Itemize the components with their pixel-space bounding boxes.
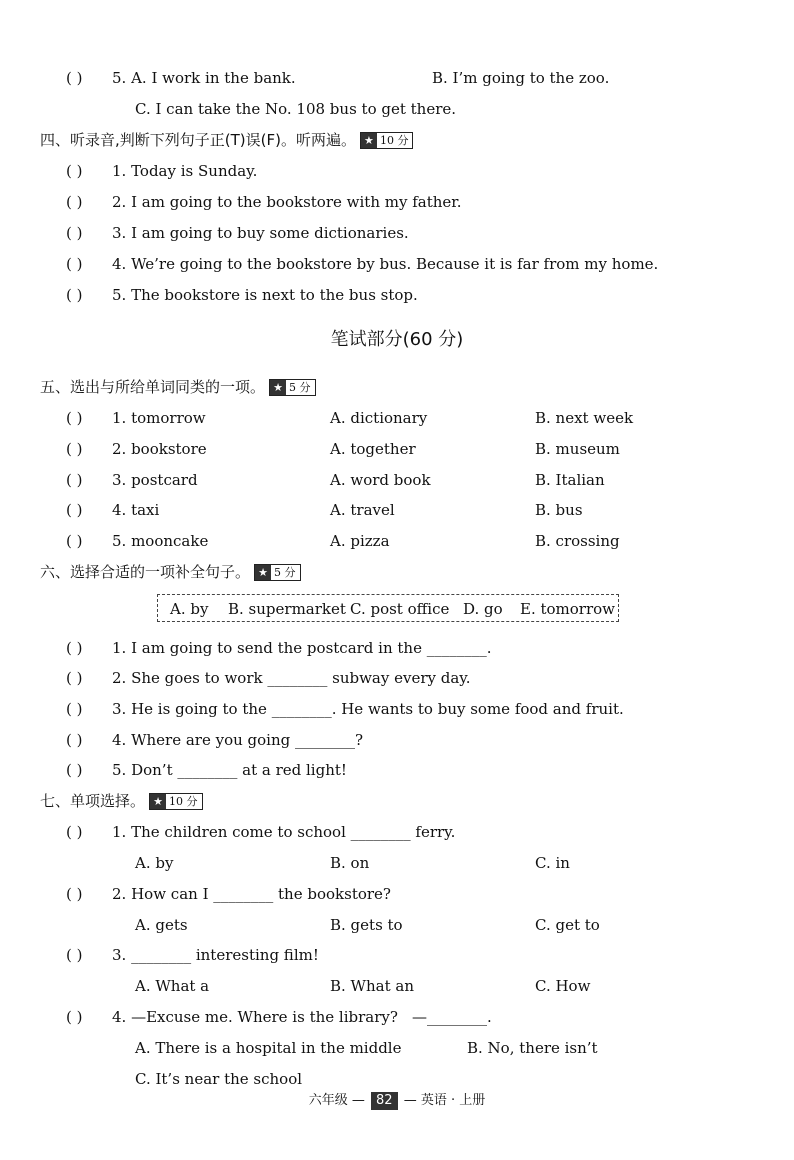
footer-grade: 六年级 —	[308, 1093, 365, 1108]
word-option: B. supermarket	[228, 600, 346, 618]
paren: ( )	[66, 532, 83, 550]
section-title: 四、听录音,判断下列句子正(T)误(F)。听两遍。	[40, 131, 356, 149]
option-a: A. pizza	[330, 532, 390, 550]
paren: ( )	[66, 823, 83, 841]
option-b: B. on	[330, 854, 370, 872]
score-badge: ★ 10 分	[149, 793, 203, 810]
paren: ( )	[66, 700, 83, 718]
option-a: A. There is a hospital in the middle	[135, 1039, 402, 1057]
option-b: B. museum	[535, 440, 620, 458]
paren: ( )	[66, 471, 83, 489]
option-b: B. Italian	[535, 471, 605, 489]
question-text: 2. How can I ________ the bookstore?	[112, 885, 391, 903]
option-b: B. crossing	[535, 532, 620, 550]
star-icon: ★	[270, 380, 286, 395]
option-b: B. gets to	[330, 916, 403, 934]
option-a: A. gets	[135, 916, 188, 934]
option-a: A. word book	[330, 471, 431, 489]
word-option: C. post office	[350, 600, 450, 618]
star-icon: ★	[150, 794, 166, 809]
page-number: 82	[371, 1092, 398, 1110]
section-title: 五、选出与所给单词同类的一项。	[40, 378, 266, 396]
paren: ( )	[66, 440, 83, 458]
paren: ( )	[66, 286, 83, 304]
written-part-title: 笔试部分(60 分)	[330, 329, 464, 350]
question-text: 2. I am going to the bookstore with my father.	[112, 193, 462, 211]
paren: ( )	[66, 162, 83, 180]
option-a: A. together	[330, 440, 416, 458]
paren: ( )	[66, 193, 83, 211]
score-badge: ★ 10 分	[360, 132, 414, 149]
option-c: C. It’s near the school	[135, 1070, 303, 1088]
question-text: 2. bookstore	[112, 440, 207, 458]
footer-subject: — 英语 · 上册	[403, 1093, 486, 1108]
word-option: E. tomorrow	[520, 600, 616, 618]
question-text: 1. I am going to send the postcard in the ________.	[112, 639, 492, 657]
question-text: 5. A. I work in the bank.	[112, 69, 296, 87]
option-c: C. in	[535, 854, 570, 872]
question-text: 4. —Excuse me. Where is the library?	[112, 1008, 398, 1026]
star-icon: ★	[361, 133, 377, 148]
question-text: 3. He is going to the ________. He wants to buy some food and fruit.	[112, 700, 624, 718]
section-6-heading	[40, 562, 301, 582]
paren: ( )	[66, 946, 83, 964]
question-text: 3. I am going to buy some dictionaries.	[112, 224, 409, 242]
question-text: 5. Don’t ________ at a red light!	[112, 761, 347, 779]
section-title: 七、单项选择。	[40, 792, 146, 810]
word-option: D. go	[463, 600, 503, 618]
option-a: A. What a	[135, 977, 210, 995]
question-text: 5. mooncake	[112, 532, 209, 550]
score-badge: ★ 5 分	[254, 564, 301, 581]
question-text: 2. She goes to work ________ subway every day.	[112, 669, 471, 687]
question-text: 3. ________ interesting film!	[112, 946, 319, 964]
word-bank-box	[157, 594, 619, 622]
option-b: B. No, there isn’t	[467, 1039, 598, 1057]
answer-blank: —________.	[412, 1008, 492, 1026]
page-footer	[0, 1092, 794, 1110]
paren: ( )	[66, 761, 83, 779]
question-text: 4. taxi	[112, 501, 160, 519]
section-4-heading	[40, 130, 413, 150]
question-text: 1. Today is Sunday.	[112, 162, 258, 180]
section-7-heading	[40, 791, 203, 811]
paren: ( )	[66, 885, 83, 903]
question-text: 1. tomorrow	[112, 409, 206, 427]
question-text: 3. postcard	[112, 471, 198, 489]
option-c: C. get to	[535, 916, 600, 934]
paren: ( )	[66, 409, 83, 427]
option-b: B. next week	[535, 409, 634, 427]
option-a: A. dictionary	[330, 409, 428, 427]
paren: ( )	[66, 224, 83, 242]
option-c: C. How	[535, 977, 591, 995]
paren: ( )	[66, 501, 83, 519]
option-b: B. I’m going to the zoo.	[432, 69, 610, 87]
paren: ( )	[66, 69, 83, 87]
question-text: 4. Where are you going ________?	[112, 731, 364, 749]
option-a: A. travel	[330, 501, 395, 519]
option-b: B. bus	[535, 501, 583, 519]
option-c: C. I can take the No. 108 bus to get there.	[135, 100, 457, 118]
section-5-heading	[40, 377, 316, 397]
option-a: A. by	[135, 854, 174, 872]
score-badge: ★ 5 分	[269, 379, 316, 396]
word-option: A. by	[170, 600, 209, 618]
paren: ( )	[66, 1008, 83, 1026]
paren: ( )	[66, 639, 83, 657]
star-icon: ★	[255, 565, 271, 580]
paren: ( )	[66, 731, 83, 749]
question-text: 5. The bookstore is next to the bus stop.	[112, 286, 418, 304]
question-text: 1. The children come to school ________ ferry.	[112, 823, 456, 841]
option-b: B. What an	[330, 977, 414, 995]
paren: ( )	[66, 255, 83, 273]
section-title: 六、选择合适的一项补全句子。	[40, 563, 251, 581]
paren: ( )	[66, 669, 83, 687]
question-text: 4. We’re going to the bookstore by bus. Because it is far from my home.	[112, 255, 659, 273]
